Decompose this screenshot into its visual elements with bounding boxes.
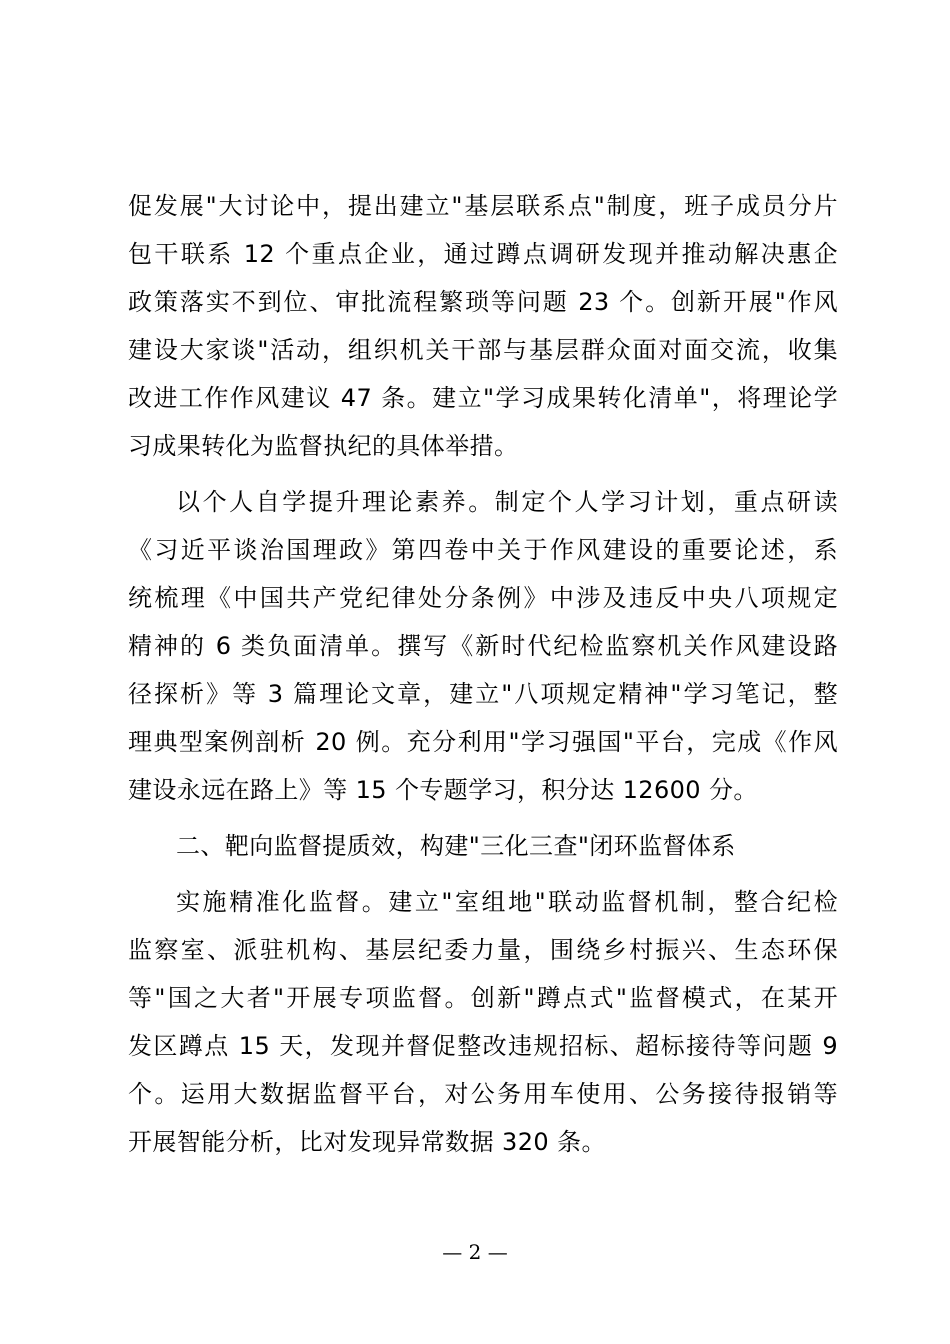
paragraph-line: 发区蹲点 15 天，发现并督促整改违规招标、超标接待等问题 9 bbox=[128, 1032, 838, 1060]
section-heading: 二、靶向监督提质效，构建"三化三查"闭环监督体系 bbox=[176, 832, 736, 860]
paragraph-line: 建设永远在路上》等 15 个专题学习，积分达 12600 分。 bbox=[128, 776, 758, 804]
paragraph-line: 等"国之大者"开展专项监督。创新"蹲点式"监督模式，在某开 bbox=[128, 984, 838, 1012]
paragraph-line: 开展智能分析，比对发现异常数据 320 条。 bbox=[128, 1128, 606, 1156]
paragraph-line: 精神的 6 类负面清单。撰写《新时代纪检监察机关作风建设路 bbox=[128, 632, 838, 660]
page-number: — 2 — bbox=[442, 1240, 508, 1264]
paragraph-line: 建设大家谈"活动，组织机关干部与基层群众面对面交流，收集 bbox=[128, 336, 838, 364]
paragraph-line: 改进工作作风建议 47 条。建立"学习成果转化清单"，将理论学 bbox=[128, 384, 838, 412]
paragraph-line: 习成果转化为监督执纪的具体举措。 bbox=[128, 432, 519, 460]
paragraph-line: 监察室、派驻机构、基层纪委力量，围绕乡村振兴、生态环保 bbox=[128, 936, 838, 964]
paragraph-line: 包干联系 12 个重点企业，通过蹲点调研发现并推动解决惠企 bbox=[128, 240, 838, 268]
paragraph-line: 实施精准化监督。建立"室组地"联动监督机制，整合纪检 bbox=[176, 888, 838, 916]
paragraph-line: 理典型案例剖析 20 例。充分利用"学习强国"平台，完成《作风 bbox=[128, 728, 838, 756]
paragraph-line: 政策落实不到位、审批流程繁琐等问题 23 个。创新开展"作风 bbox=[128, 288, 838, 316]
paragraph-line: 以个人自学提升理论素养。制定个人学习计划，重点研读 bbox=[176, 488, 838, 516]
paragraph-line: 促发展"大讨论中，提出建立"基层联系点"制度，班子成员分片 bbox=[128, 192, 838, 220]
paragraph-line: 个。运用大数据监督平台，对公务用车使用、公务接待报销等 bbox=[128, 1080, 838, 1108]
paragraph-line: 径探析》等 3 篇理论文章，建立"八项规定精神"学习笔记，整 bbox=[128, 680, 838, 708]
paragraph-line: 《习近平谈治国理政》第四卷中关于作风建设的重要论述，系 bbox=[128, 536, 838, 564]
paragraph-line: 统梳理《中国共产党纪律处分条例》中涉及违反中央八项规定 bbox=[128, 584, 838, 612]
